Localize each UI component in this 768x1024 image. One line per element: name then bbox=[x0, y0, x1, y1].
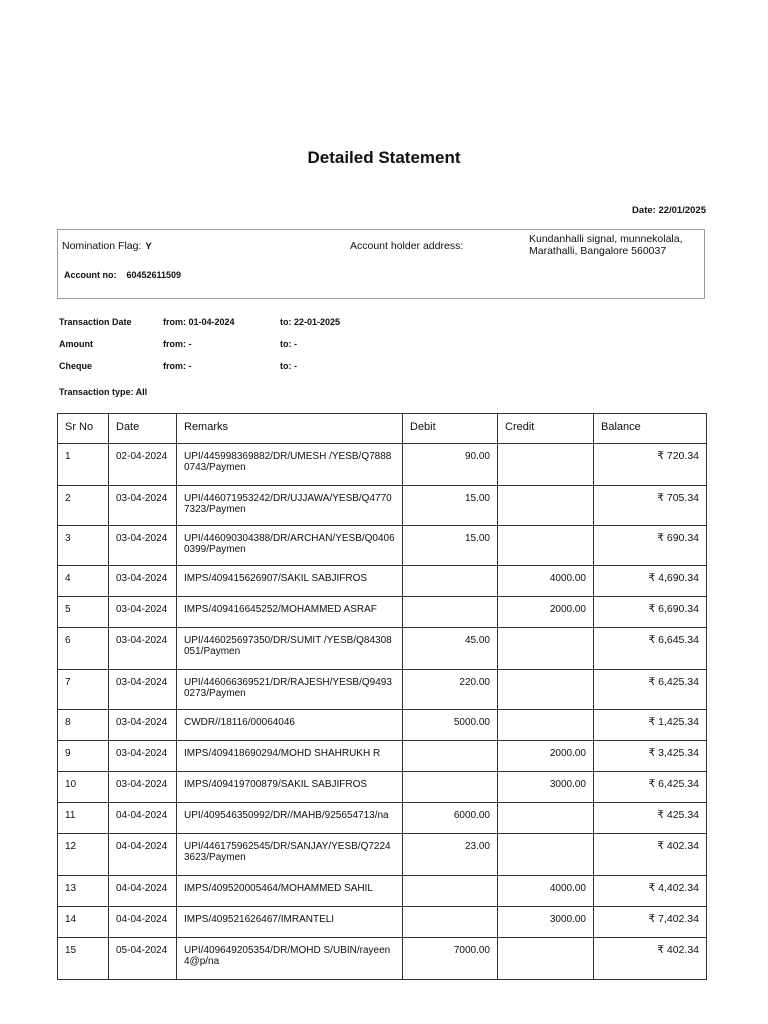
cell-balance: ₹ 425.34 bbox=[594, 803, 707, 834]
cell-debit bbox=[403, 566, 498, 597]
filter-label: Transaction Date bbox=[59, 317, 132, 327]
cell-remarks: IMPS/409419700879/SAKIL SABJIFROS bbox=[177, 772, 403, 803]
table-row bbox=[58, 834, 707, 876]
cell-debit: 15.00 bbox=[403, 526, 498, 566]
transactions-table bbox=[57, 413, 707, 980]
cell-balance: ₹ 6,425.34 bbox=[594, 670, 707, 710]
page-title: Detailed Statement bbox=[307, 148, 461, 167]
cell-date: 03-04-2024 bbox=[109, 628, 177, 670]
cell-balance: ₹ 3,425.34 bbox=[594, 741, 707, 772]
header-balance: Balance bbox=[594, 414, 707, 444]
filter-to: to: - bbox=[280, 361, 297, 371]
cell-date: 03-04-2024 bbox=[109, 566, 177, 597]
header-credit: Credit bbox=[498, 414, 594, 444]
table-row bbox=[58, 486, 707, 526]
cell-credit: 4000.00 bbox=[498, 566, 594, 597]
address-value: Kundanhalli signal, munnekolala, Marathalli, Bangalore 560037 bbox=[529, 233, 683, 257]
cell-remarks: IMPS/409416645252/MOHAMMED ASRAF bbox=[177, 597, 403, 628]
cell-credit: 3000.00 bbox=[498, 772, 594, 803]
cell-date: 03-04-2024 bbox=[109, 597, 177, 628]
header-date: Date bbox=[109, 414, 177, 444]
cell-remarks: UPI/446066369521/DR/RAJESH/YESB/Q94930273/Paymen bbox=[177, 670, 403, 710]
table-row bbox=[58, 772, 707, 803]
cell-sr-no: 11 bbox=[58, 803, 109, 834]
cell-balance: ₹ 1,425.34 bbox=[594, 710, 707, 741]
cell-debit: 15.00 bbox=[403, 486, 498, 526]
header-debit: Debit bbox=[403, 414, 498, 444]
cell-date: 04-04-2024 bbox=[109, 803, 177, 834]
filter-from: from: - bbox=[163, 361, 192, 371]
cell-balance: ₹ 4,402.34 bbox=[594, 876, 707, 907]
cell-date: 02-04-2024 bbox=[109, 444, 177, 486]
cell-credit bbox=[498, 938, 594, 980]
cell-credit bbox=[498, 710, 594, 741]
table-header-row bbox=[58, 414, 707, 444]
cell-credit bbox=[498, 628, 594, 670]
cell-credit: 2000.00 bbox=[498, 741, 594, 772]
table-row bbox=[58, 907, 707, 938]
cell-debit: 5000.00 bbox=[403, 710, 498, 741]
cell-balance: ₹ 4,690.34 bbox=[594, 566, 707, 597]
cell-credit bbox=[498, 803, 594, 834]
filter-to: to: - bbox=[280, 339, 297, 349]
cell-credit: 2000.00 bbox=[498, 597, 594, 628]
cell-date: 05-04-2024 bbox=[109, 938, 177, 980]
account-number bbox=[64, 270, 181, 280]
cell-debit: 7000.00 bbox=[403, 938, 498, 980]
cell-date: 03-04-2024 bbox=[109, 486, 177, 526]
filter-label: Amount bbox=[59, 339, 93, 349]
cell-sr-no: 3 bbox=[58, 526, 109, 566]
cell-sr-no: 4 bbox=[58, 566, 109, 597]
cell-debit bbox=[403, 876, 498, 907]
table-row bbox=[58, 628, 707, 670]
cell-sr-no: 14 bbox=[58, 907, 109, 938]
cell-remarks: UPI/446025697350/DR/SUMIT /YESB/Q84308051/Paymen bbox=[177, 628, 403, 670]
header-remarks: Remarks bbox=[177, 414, 403, 444]
statement-date: Date: 22/01/2025 bbox=[632, 205, 706, 216]
cell-balance: ₹ 6,645.34 bbox=[594, 628, 707, 670]
cell-credit bbox=[498, 526, 594, 566]
cell-date: 04-04-2024 bbox=[109, 907, 177, 938]
cell-sr-no: 6 bbox=[58, 628, 109, 670]
table-row bbox=[58, 803, 707, 834]
nomination-label: Nomination Flag: bbox=[62, 240, 142, 252]
table-row bbox=[58, 710, 707, 741]
cell-remarks: UPI/446071953242/DR/UJJAWA/YESB/Q47707323/Paymen bbox=[177, 486, 403, 526]
account-info-box bbox=[57, 229, 705, 299]
cell-credit bbox=[498, 486, 594, 526]
table-row bbox=[58, 938, 707, 980]
filter-from: from: - bbox=[163, 339, 192, 349]
cell-sr-no: 9 bbox=[58, 741, 109, 772]
cell-debit: 45.00 bbox=[403, 628, 498, 670]
cell-date: 04-04-2024 bbox=[109, 834, 177, 876]
filter-to: to: 22-01-2025 bbox=[280, 317, 341, 327]
cell-debit bbox=[403, 741, 498, 772]
cell-balance: ₹ 7,402.34 bbox=[594, 907, 707, 938]
cell-date: 03-04-2024 bbox=[109, 670, 177, 710]
cell-sr-no: 12 bbox=[58, 834, 109, 876]
filter-from: from: 01-04-2024 bbox=[163, 317, 235, 327]
cell-balance: ₹ 705.34 bbox=[594, 486, 707, 526]
cell-credit bbox=[498, 444, 594, 486]
cell-remarks: UPI/446175962545/DR/SANJAY/YESB/Q72243623/Paymen bbox=[177, 834, 403, 876]
cell-balance: ₹ 690.34 bbox=[594, 526, 707, 566]
table-row bbox=[58, 566, 707, 597]
cell-remarks: IMPS/409520005464/MOHAMMED SAHIL bbox=[177, 876, 403, 907]
cell-credit bbox=[498, 670, 594, 710]
cell-date: 04-04-2024 bbox=[109, 876, 177, 907]
cell-sr-no: 1 bbox=[58, 444, 109, 486]
cell-sr-no: 7 bbox=[58, 670, 109, 710]
cell-remarks: UPI/409546350992/DR//MAHB/925654713/na bbox=[177, 803, 403, 834]
cell-balance: ₹ 6,425.34 bbox=[594, 772, 707, 803]
account-value: 60452611509 bbox=[126, 270, 182, 280]
cell-remarks: UPI/409649205354/DR/MOHD S/UBIN/rayeen4@p/na bbox=[177, 938, 403, 980]
cell-sr-no: 8 bbox=[58, 710, 109, 741]
cell-credit: 4000.00 bbox=[498, 876, 594, 907]
table-row bbox=[58, 670, 707, 710]
cell-credit: 3000.00 bbox=[498, 907, 594, 938]
cell-sr-no: 5 bbox=[58, 597, 109, 628]
cell-debit: 23.00 bbox=[403, 834, 498, 876]
cell-debit: 90.00 bbox=[403, 444, 498, 486]
cell-sr-no: 15 bbox=[58, 938, 109, 980]
cell-debit bbox=[403, 597, 498, 628]
table-row bbox=[58, 444, 707, 486]
table-row bbox=[58, 597, 707, 628]
cell-date: 03-04-2024 bbox=[109, 741, 177, 772]
cell-balance: ₹ 402.34 bbox=[594, 938, 707, 980]
cell-date: 03-04-2024 bbox=[109, 526, 177, 566]
cell-remarks: IMPS/409415626907/SAKIL SABJIFROS bbox=[177, 566, 403, 597]
cell-debit: 220.00 bbox=[403, 670, 498, 710]
transaction-type: Transaction type: All bbox=[59, 387, 148, 397]
cell-balance: ₹ 402.34 bbox=[594, 834, 707, 876]
header-sr-no: Sr No bbox=[58, 414, 109, 444]
cell-remarks: CWDR//18116/00064046 bbox=[177, 710, 403, 741]
cell-credit bbox=[498, 834, 594, 876]
cell-remarks: IMPS/409521626467/IMRANTELI bbox=[177, 907, 403, 938]
cell-remarks: IMPS/409418690294/MOHD SHAHRUKH R bbox=[177, 741, 403, 772]
cell-date: 03-04-2024 bbox=[109, 772, 177, 803]
cell-sr-no: 13 bbox=[58, 876, 109, 907]
cell-balance: ₹ 6,690.34 bbox=[594, 597, 707, 628]
cell-remarks: UPI/445998369882/DR/UMESH /YESB/Q78880743/Paymen bbox=[177, 444, 403, 486]
account-label: Account no: bbox=[64, 270, 117, 280]
cell-sr-no: 2 bbox=[58, 486, 109, 526]
table-row bbox=[58, 741, 707, 772]
cell-sr-no: 10 bbox=[58, 772, 109, 803]
cell-date: 03-04-2024 bbox=[109, 710, 177, 741]
nomination-value: Y bbox=[145, 241, 152, 252]
filter-label: Cheque bbox=[59, 361, 93, 371]
address-label: Account holder address: bbox=[350, 240, 464, 252]
table-row bbox=[58, 526, 707, 566]
cell-debit bbox=[403, 772, 498, 803]
nomination-flag bbox=[62, 240, 152, 252]
cell-balance: ₹ 720.34 bbox=[594, 444, 707, 486]
transactions-body bbox=[58, 444, 707, 980]
table-row bbox=[58, 876, 707, 907]
cell-debit bbox=[403, 907, 498, 938]
cell-debit: 6000.00 bbox=[403, 803, 498, 834]
cell-remarks: UPI/446090304388/DR/ARCHAN/YESB/Q04060399/Paymen bbox=[177, 526, 403, 566]
